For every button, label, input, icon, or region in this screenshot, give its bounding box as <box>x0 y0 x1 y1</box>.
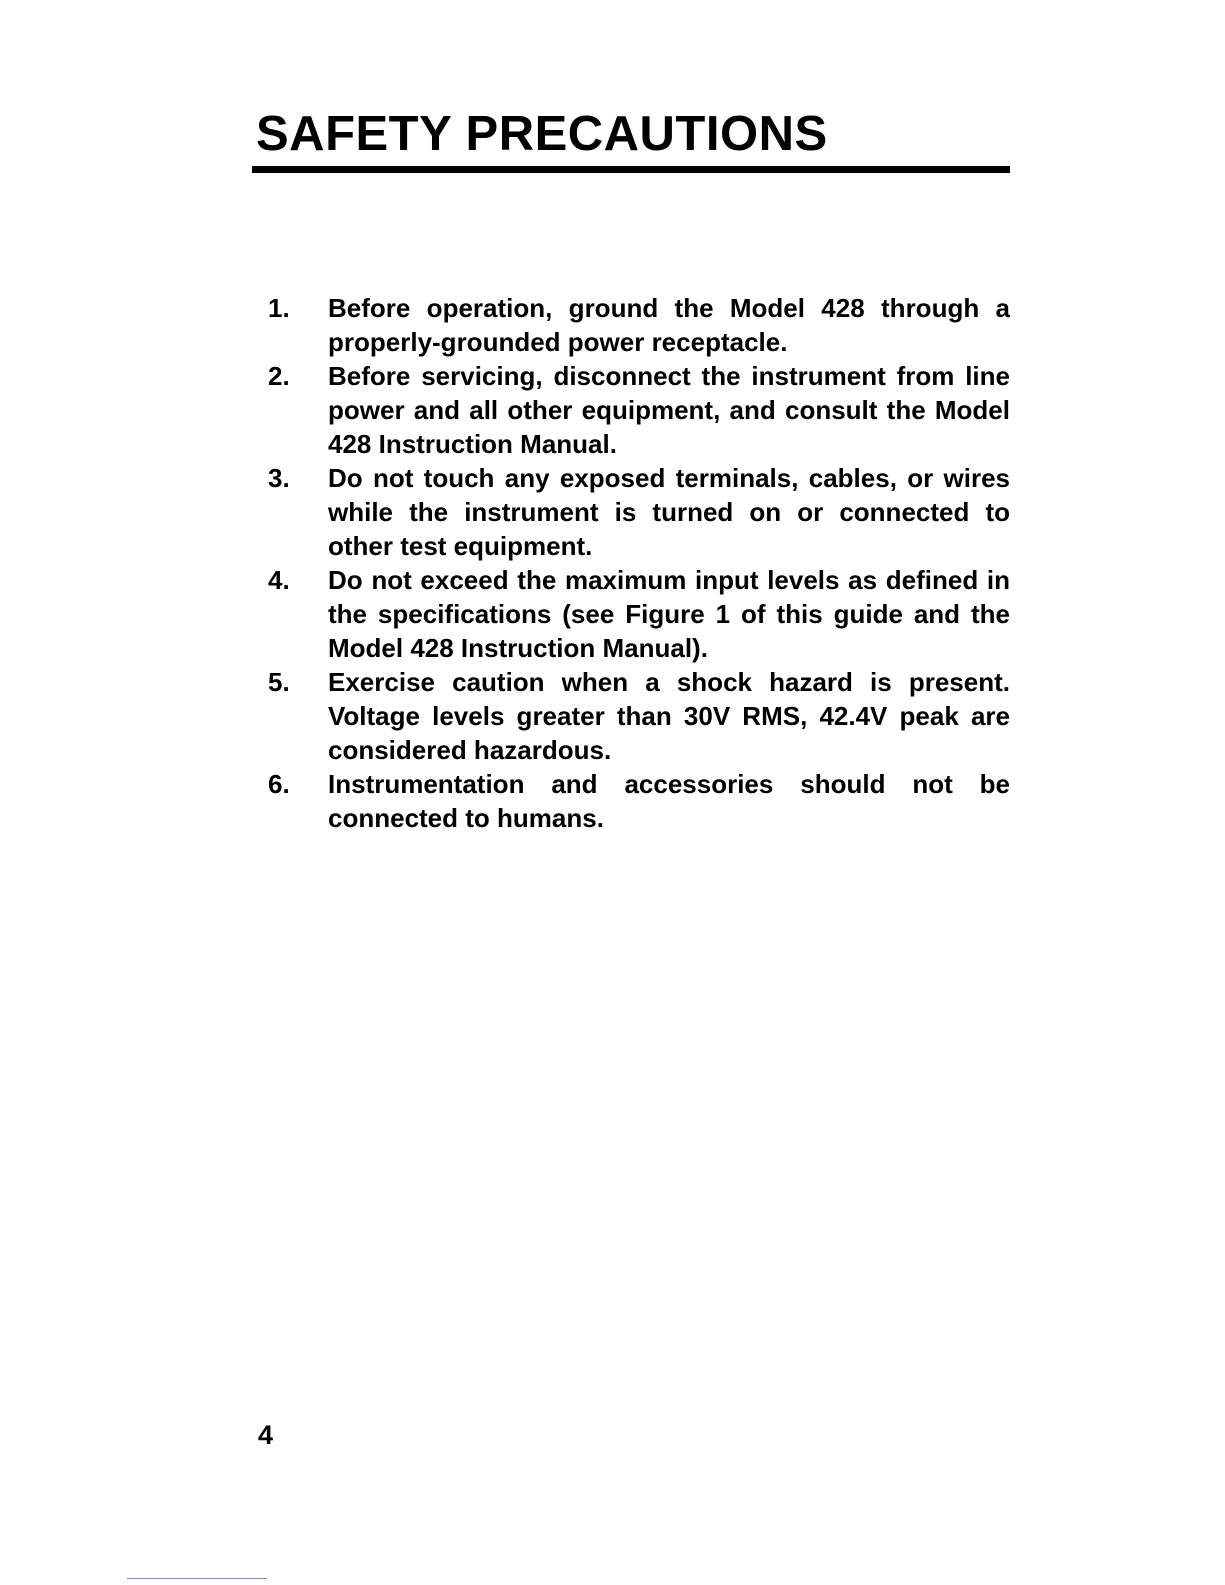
safety-precautions-list <box>268 291 1010 835</box>
precaution-number: 2. <box>268 361 290 391</box>
footer-line <box>127 1578 267 1579</box>
page-number: 4 <box>258 1420 274 1450</box>
precaution-number: 3. <box>268 463 290 493</box>
precaution-text: Do not exceed the maximum input levels as defined in the specifications (see Figure 1 of this guide and the Model 428 Instruction Manual). <box>328 565 1010 663</box>
precaution-number: 6. <box>268 769 290 799</box>
precaution-item-5 <box>268 665 1010 767</box>
precaution-item-6 <box>268 767 1010 835</box>
precaution-item-1 <box>268 291 1010 359</box>
precaution-number: 4. <box>268 565 290 595</box>
page-title: SAFETY PRECAUTIONS <box>256 107 828 161</box>
precaution-item-4 <box>268 563 1010 665</box>
title-underline <box>252 166 1010 173</box>
precaution-text: Before servicing, disconnect the instrument from line power and all other equipment, and consult the Model 428 Instruction Manual. <box>328 361 1010 459</box>
precaution-item-2 <box>268 359 1010 461</box>
precaution-item-3 <box>268 461 1010 563</box>
precaution-number: 1. <box>268 293 290 323</box>
precaution-text: Instrumentation and accessories should not be connected to humans. <box>328 769 1010 833</box>
precaution-text: Exercise caution when a shock hazard is present. Voltage levels greater than 30V RMS, 42.4V peak are considered hazardous. <box>328 667 1010 765</box>
precaution-number: 5. <box>268 667 290 697</box>
precaution-text: Do not touch any exposed terminals, cables, or wires while the instrument is turned on or connected to other test equipment. <box>328 463 1010 561</box>
precaution-text: Before operation, ground the Model 428 through a properly-grounded power receptacle. <box>328 293 1010 357</box>
